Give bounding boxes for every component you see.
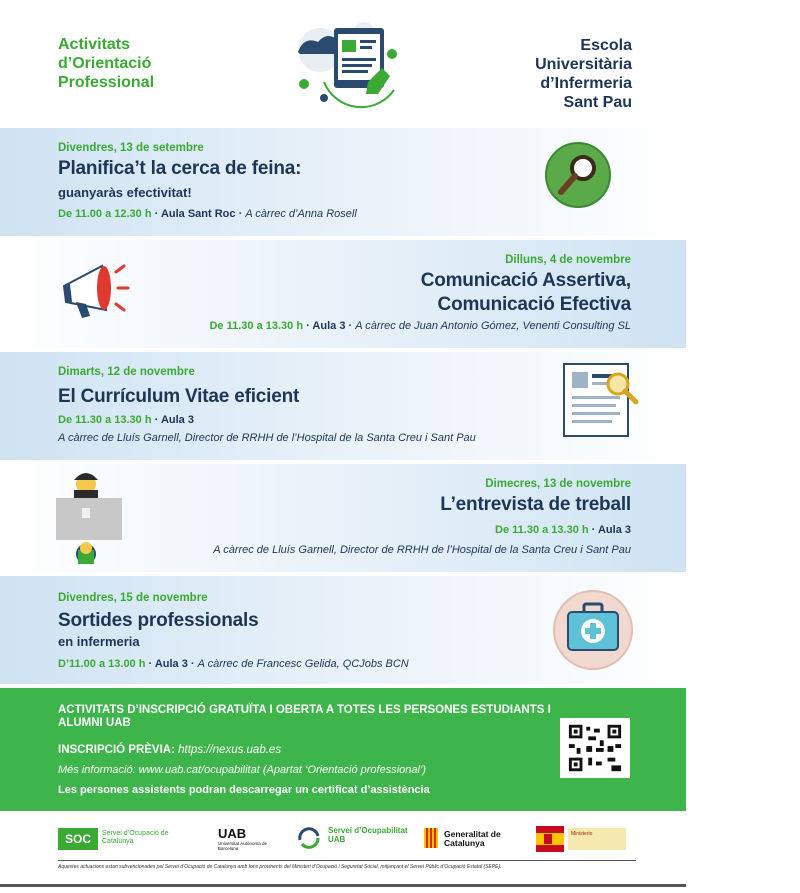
registration-headline: ACTIVITATS D’INSCRIPCIÓ GRATUÏTA I OBERTA A TOTES LES PERSONES ESTUDIANTS I ALUMNI UAB [58, 704, 551, 729]
event-host: A càrrec d’Anna Rosell [245, 208, 357, 220]
event-host: A càrrec de Francesc Gelida, QCJobs BCN [197, 658, 409, 670]
event-info [58, 208, 357, 220]
event-date: Divendres, 13 de setembre [58, 142, 204, 154]
event-subtitle: en infermeria [58, 634, 140, 649]
event-date: Dilluns, 4 de novembre [505, 254, 631, 266]
event-subtitle: guanyaràs efectivitat! [58, 185, 192, 200]
event-date: Dimecres, 13 de novembre [485, 478, 631, 490]
first-aid-kit-icon [552, 590, 634, 670]
event-info [58, 414, 194, 426]
preregistration [58, 744, 281, 756]
school-name [500, 36, 632, 112]
soc-logo-text: Servei d’Ocupació de Catalunya [102, 830, 169, 845]
event-title: Sortides professionals [58, 610, 259, 631]
more-info: Més informació: www.uab.cat/ocupabilitat (Apartat ‘Orientació professional’) [58, 764, 427, 776]
soc-logo-mark: SOC [58, 828, 98, 850]
event-host: A càrrec de Lluís Garnell, Director de RRHH de l’Hospital de la Santa Creu i Sant Pau [58, 432, 476, 444]
event-title: Planifica’t la cerca de feina: [58, 158, 302, 179]
event-time: De 11.30 a 13.30 h [58, 414, 152, 426]
program-title-line: Activitats [58, 36, 131, 53]
event-date: Dimarts, 12 de novembre [58, 366, 195, 378]
event-card [0, 128, 686, 236]
program-title-line: d’Orientació [58, 55, 152, 72]
event-host: A càrrec de Lluís Garnell, Director de RRHH de l’Hospital de la Santa Creu i Sant Pau [213, 544, 631, 556]
program-title-line: Professional [58, 74, 155, 91]
soc-logo [58, 822, 186, 856]
event-time: De 11.30 a 13.30 h [495, 524, 589, 536]
event-title: L’entrevista de treball [440, 494, 631, 515]
generalitat-logo [424, 822, 524, 856]
funding-note: Aquestes actuacions estan subvencionades pel Servei d’Ocupació de Catalunya amb fons provinents del Ministeri d’Ocupació i Seguretat Social, mitjançant el Servei Públic d’Ocupació Estatal (SEPE). [58, 864, 502, 870]
cv-document-icon [560, 362, 640, 438]
event-time: De 11.30 a 13.30 h [209, 320, 304, 332]
megaphone-icon [56, 258, 132, 326]
event-date: Divendres, 15 de novembre [58, 592, 208, 604]
event-title: Comunicació Efectiva [437, 294, 631, 315]
event-card [0, 464, 686, 572]
generalitat-shield-icon [424, 828, 438, 848]
magnifier-icon [545, 142, 611, 208]
ocupabilitat-text: Servei d’Ocupabilitat UAB [328, 826, 408, 844]
event-time: D’11.00 a 13.00 h [58, 658, 146, 670]
job-search-illustration-icon [284, 12, 414, 112]
uab-logo [212, 822, 282, 856]
event-room: · Aula 3 · [148, 658, 195, 670]
event-host: A càrrec de Juan Antonio Gómez, Venenti Consulting SL [355, 320, 631, 332]
event-room: · Aula 3 · [306, 320, 353, 332]
event-info [495, 524, 631, 536]
school-name-line: Sant Pau [563, 94, 632, 111]
generalitat-text: Generalitat de Catalunya [444, 829, 501, 848]
uab-logo-mark: UAB [218, 826, 247, 841]
bottom-border [0, 884, 686, 887]
spain-government-crest-icon [536, 826, 564, 852]
event-info [209, 320, 631, 332]
event-card [0, 240, 686, 348]
event-room: · Aula Sant Roc · [154, 208, 243, 220]
event-room: · Aula 3 [591, 524, 631, 536]
preregistration-label: INSCRIPCIÓ PRÈVIA: [58, 744, 175, 756]
interview-icon [52, 470, 128, 570]
ocupabilitat-mark-icon [296, 826, 322, 852]
event-title: Comunicació Assertiva, [420, 270, 631, 291]
event-card [0, 352, 686, 460]
ministerio-logo [536, 822, 628, 856]
event-room: · Aula 3 [154, 414, 194, 426]
ministerio-label-box [568, 828, 626, 850]
registration-panel [0, 688, 686, 811]
sponsor-logos [0, 822, 686, 858]
event-time: De 11.00 a 12.30 h [58, 208, 152, 220]
school-name-line: d’Infermeria [540, 75, 632, 92]
school-name-line: Universitària [535, 56, 632, 73]
uab-logo-text: Universitat Autònoma de Barcelona [218, 841, 268, 851]
qr-code-icon[interactable] [560, 718, 630, 778]
school-name-line: Escola [580, 37, 632, 54]
event-title: El Currículum Vitae eficient [58, 386, 300, 407]
event-info [58, 658, 409, 670]
event-card [0, 576, 686, 684]
certificate-note: Les persones assistents podran descarregar un certificat d’assistència [58, 784, 430, 796]
ministerio-text: Ministerio [571, 831, 593, 837]
preregistration-link[interactable]: https://nexus.uab.es [178, 744, 282, 756]
footer-divider [58, 860, 636, 861]
program-title [58, 35, 154, 92]
ocupabilitat-logo [296, 822, 406, 856]
